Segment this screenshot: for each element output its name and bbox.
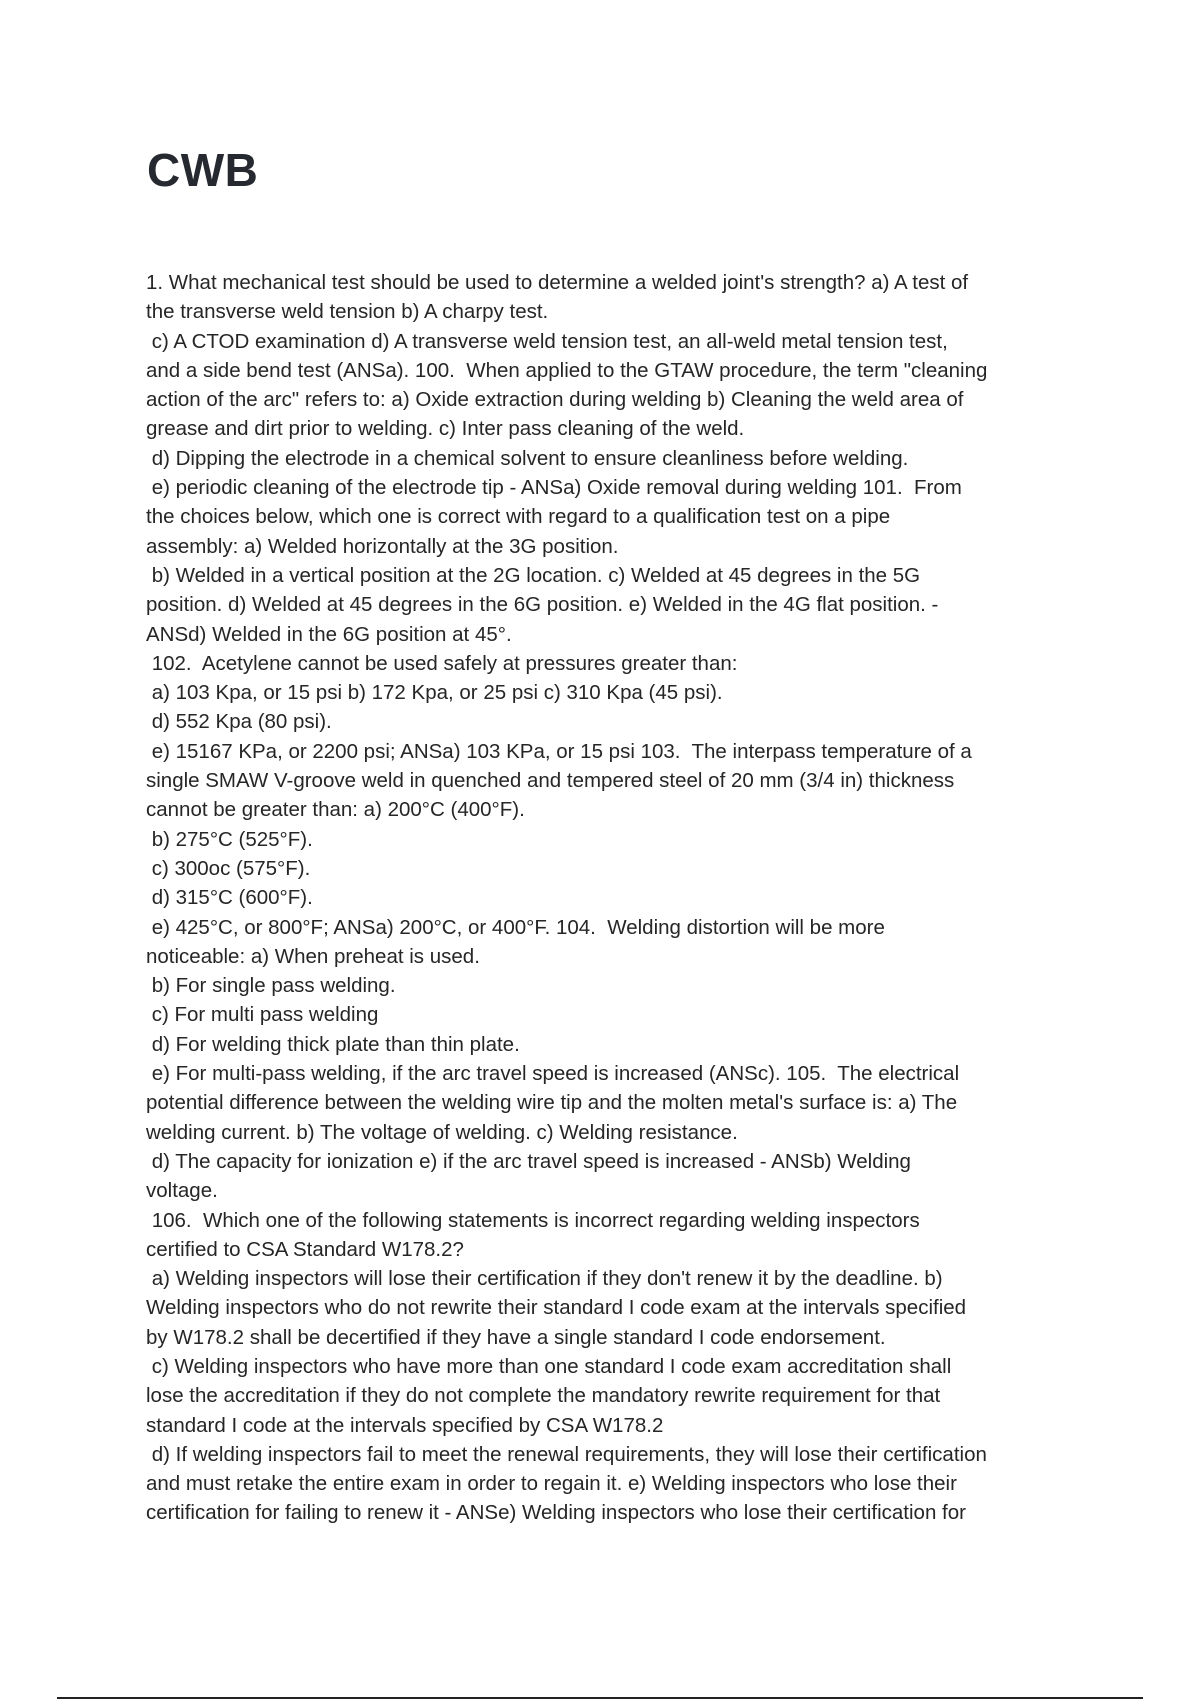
text-line: standard I code at the intervals specified by CSA W178.2 — [146, 1413, 664, 1437]
text-line: c) Welding inspectors who have more than one standard I code exam accreditation shall — [146, 1354, 952, 1378]
text-line: potential difference between the welding wire tip and the molten metal's surface is: a) The — [146, 1091, 958, 1115]
text-line: assembly: a) Welded horizontally at the 3G position. — [146, 534, 619, 558]
text-line: d) 552 Kpa (80 psi). — [146, 710, 332, 734]
text-line: b) For single pass welding. — [146, 974, 396, 998]
text-line: voltage. — [146, 1179, 218, 1203]
text-line: c) 300oc (575°F). — [146, 856, 311, 880]
text-line: c) A CTOD examination d) A transverse weld tension test, an all-weld metal tension test, — [146, 329, 948, 353]
text-line: a) Welding inspectors will lose their certification if they don't renew it by the deadline. b) — [146, 1267, 943, 1291]
text-line: single SMAW V-groove weld in quenched and tempered steel of 20 mm (3/4 in) thickness — [146, 769, 955, 793]
text-line: e) 15167 KPa, or 2200 psi; ANSa) 103 KPa, or 15 psi 103. The interpass temperature of a — [146, 739, 972, 763]
text-line: grease and dirt prior to welding. c) Inter pass cleaning of the weld. — [146, 417, 745, 441]
text-line: 1. What mechanical test should be used to determine a welded joint's strength? a) A test of — [146, 271, 969, 294]
text-line: by W178.2 shall be decertified if they have a single standard I code endorsement. — [146, 1325, 886, 1349]
text-line: and a side bend test (ANSa). 100. When applied to the GTAW procedure, the term "cleaning — [146, 358, 988, 382]
text-line: certification for failing to renew it - ANSe) Welding inspectors who lose their certification for — [146, 1501, 966, 1525]
text-line: noticeable: a) When preheat is used. — [146, 944, 480, 968]
text-line: position. d) Welded at 45 degrees in the 6G position. e) Welded in the 4G flat position. - — [146, 593, 939, 617]
text-line: cannot be greater than: a) 200°C (400°F). — [146, 798, 525, 822]
text-line: the choices below, which one is correct with regard to a qualification test on a pipe — [146, 505, 891, 529]
text-line: 106. Which one of the following statements is incorrect regarding welding inspectors — [146, 1208, 920, 1232]
text-line: d) For welding thick plate than thin plate. — [146, 1032, 520, 1056]
text-line: a) 103 Kpa, or 15 psi b) 172 Kpa, or 25 psi c) 310 Kpa (45 psi). — [146, 681, 723, 705]
text-line: certified to CSA Standard W178.2? — [146, 1237, 464, 1261]
text-line: action of the arc" refers to: a) Oxide extraction during welding b) Cleaning the weld area of — [146, 388, 964, 412]
bottom-divider — [57, 1697, 1143, 1699]
document-body — [146, 268, 1066, 1528]
text-line: the transverse weld tension b) A charpy test. — [146, 300, 549, 324]
text-line: d) The capacity for ionization e) if the arc travel speed is increased - ANSb) Welding — [146, 1149, 911, 1173]
text-line: e) periodic cleaning of the electrode tip - ANSa) Oxide removal during welding 101. From — [146, 476, 962, 500]
text-line: ANSd) Welded in the 6G position at 45°. — [146, 622, 512, 646]
text-line: Welding inspectors who do not rewrite their standard I code exam at the intervals specified — [146, 1296, 967, 1320]
text-line: e) 425°C, or 800°F; ANSa) 200°C, or 400°F. 104. Welding distortion will be more — [146, 915, 885, 939]
text-line: c) For multi pass welding — [146, 1003, 379, 1027]
text-line: d) 315°C (600°F). — [146, 886, 313, 910]
text-line: d) If welding inspectors fail to meet the renewal requirements, they will lose their certification — [146, 1442, 987, 1466]
text-line: welding current. b) The voltage of welding. c) Welding resistance. — [146, 1120, 738, 1144]
text-line: e) For multi-pass welding, if the arc travel speed is increased (ANSc). 105. The electrical — [146, 1062, 960, 1086]
text-line: b) 275°C (525°F). — [146, 827, 313, 851]
text-line: d) Dipping the electrode in a chemical solvent to ensure cleanliness before welding. — [146, 446, 909, 470]
text-line: b) Welded in a vertical position at the 2G location. c) Welded at 45 degrees in the 5G — [146, 563, 921, 587]
text-line: 102. Acetylene cannot be used safely at pressures greater than: — [146, 651, 738, 675]
page-title: CWB — [147, 144, 259, 196]
text-line: lose the accreditation if they do not complete the mandatory rewrite requirement for that — [146, 1384, 941, 1408]
text-line: and must retake the entire exam in order to regain it. e) Welding inspectors who lose their — [146, 1472, 957, 1496]
